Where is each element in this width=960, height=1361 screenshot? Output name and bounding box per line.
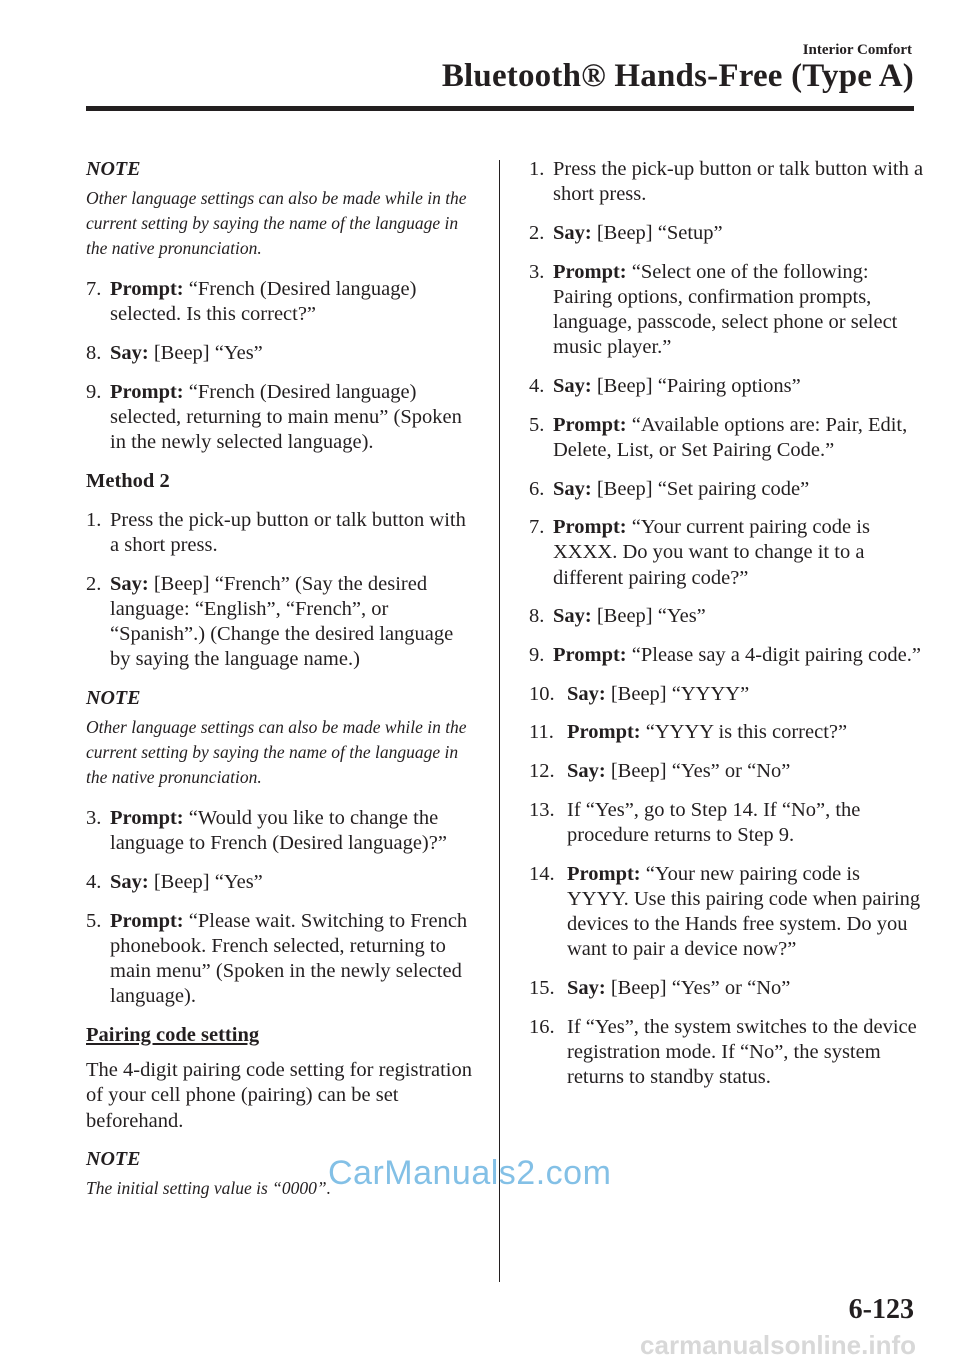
column-divider (499, 160, 500, 1282)
step-item (529, 798, 924, 848)
page-title: Bluetooth® Hands-Free (Type A) (441, 58, 914, 94)
step-keyword: Prompt: (110, 909, 184, 932)
step-text (567, 759, 924, 784)
step-item (529, 374, 924, 399)
step-number: 14. (529, 862, 555, 885)
watermark-logo: CarManuals2.com (328, 1154, 612, 1192)
step-keyword: Prompt: (553, 413, 627, 436)
step-item (529, 862, 924, 963)
step-item (529, 221, 924, 246)
step-body: “French (Desired language) selected. Is this correct?” (110, 278, 417, 326)
step-number: 1. (86, 508, 102, 531)
step-text (553, 643, 924, 668)
step-keyword: Say: (567, 760, 606, 783)
step-body: [Beep] “Yes” or “No” (605, 977, 791, 1000)
step-body: “Select one of the following: Pairing options, confirmation prompts, language, passcode, select phone or select music player.” (553, 260, 898, 359)
step-item (529, 260, 924, 361)
step-item (86, 277, 478, 327)
step-number: 1. (529, 158, 545, 180)
steps-list (86, 806, 478, 1009)
step-item (86, 806, 478, 856)
step-text (553, 260, 924, 361)
step-item (86, 909, 478, 1010)
step-keyword: Prompt: (553, 516, 627, 539)
step-keyword: Say: (110, 342, 149, 365)
step-item (86, 341, 478, 366)
step-keyword: Say: (553, 374, 592, 397)
step-body: [Beep] “Setup” (591, 221, 723, 244)
step-number: 3. (529, 260, 545, 283)
step-item (529, 759, 924, 784)
step-keyword: Say: (553, 221, 592, 244)
step-number: 13. (529, 798, 555, 821)
step-text (553, 413, 924, 463)
step-body: “Your new pairing code is YYYY. Use this pairing code when pairing devices to the Hands free system. Do you want to pair a device now?” (567, 862, 921, 961)
step-item (529, 1015, 924, 1091)
step-body: “Available options are: Pair, Edit, Delete, List, or Set Pairing Code.” (553, 413, 908, 461)
step-text (567, 682, 924, 707)
step-text (567, 862, 924, 963)
step-item (529, 604, 924, 629)
page-number: 6-123 (848, 1294, 914, 1325)
step-item (529, 976, 924, 1001)
steps-list (86, 508, 478, 673)
step-text (553, 221, 924, 246)
step-item (86, 870, 478, 895)
step-text (553, 515, 924, 591)
header-section: Interior Comfort (802, 42, 912, 58)
step-keyword: Prompt: (553, 644, 627, 667)
note-heading: NOTE (86, 686, 141, 709)
step-keyword: Prompt: (553, 260, 627, 283)
step-text (110, 508, 478, 558)
step-keyword: Say: (553, 477, 592, 500)
right-column (529, 157, 924, 1104)
step-body: [Beep] “Set pairing code” (591, 477, 810, 500)
step-body: [Beep] “YYYY” (605, 682, 750, 705)
step-keyword: Prompt: (567, 721, 641, 744)
step-item (86, 380, 478, 456)
step-body: [Beep] “Yes” (148, 342, 263, 365)
step-number: 2. (86, 572, 102, 595)
step-item (86, 508, 478, 558)
step-text (553, 374, 924, 399)
step-keyword: Prompt: (110, 380, 184, 403)
step-body: “Would you like to change the language to French (Desired language)?” (110, 807, 447, 855)
step-number: 2. (529, 221, 545, 244)
step-number: 9. (86, 380, 102, 403)
step-text (110, 380, 478, 456)
step-text (110, 870, 478, 895)
method-heading: Method 2 (86, 469, 170, 492)
step-item (529, 682, 924, 707)
step-body: Press the pick-up button or talk button with a short press. (553, 158, 924, 206)
step-text (110, 572, 478, 673)
step-text (110, 341, 478, 366)
step-item (86, 572, 478, 673)
step-number: 7. (86, 278, 102, 301)
header-rule (86, 106, 914, 111)
step-number: 5. (86, 909, 102, 932)
step-text (567, 1015, 924, 1091)
note-text: Other language settings can also be made while in the current setting by saying the name of the language in the native pronunciation. (86, 717, 467, 788)
step-body: “YYYY is this correct?” (640, 721, 848, 744)
step-body: Press the pick-up button or talk button with a short press. (110, 508, 466, 556)
step-keyword: Say: (110, 870, 149, 893)
note-heading: NOTE (86, 158, 141, 180)
step-text (110, 806, 478, 856)
step-number: 4. (86, 870, 102, 893)
step-keyword: Prompt: (110, 278, 184, 301)
step-body: If “Yes”, go to Step 14. If “No”, the procedure returns to Step 9. (567, 798, 861, 847)
step-number: 6. (529, 477, 545, 500)
step-keyword: Prompt: (567, 862, 641, 885)
step-keyword: Prompt: (110, 807, 184, 830)
step-item (529, 413, 924, 463)
step-number: 7. (529, 516, 545, 539)
step-number: 11. (529, 721, 554, 744)
step-keyword: Say: (553, 605, 592, 628)
step-text (553, 157, 924, 207)
step-text (567, 798, 924, 848)
step-item (529, 720, 924, 745)
step-number: 9. (529, 644, 545, 667)
steps-list (529, 157, 924, 1090)
step-number: 12. (529, 760, 555, 783)
step-text (567, 976, 924, 1001)
step-text (567, 720, 924, 745)
note-text: Other language settings can also be made while in the current setting by saying the name of the language in the native pronunciation. (86, 188, 467, 259)
step-body: [Beep] “Pairing options” (591, 374, 801, 397)
step-number: 8. (86, 342, 102, 365)
step-body: [Beep] “Yes” (148, 870, 263, 893)
step-number: 5. (529, 413, 545, 436)
step-item (529, 515, 924, 591)
step-number: 4. (529, 374, 545, 397)
step-number: 15. (529, 977, 555, 1000)
step-item (529, 643, 924, 668)
step-keyword: Say: (110, 572, 149, 595)
steps-list (86, 277, 478, 455)
step-text (553, 477, 924, 502)
step-text (110, 909, 478, 1010)
step-body: “Please say a 4-digit pairing code.” (626, 644, 921, 667)
note-text: The initial setting value is “0000”. (86, 1178, 332, 1199)
step-body: “French (Desired language) selected, returning to main menu” (Spoken in the newly selected language). (110, 380, 462, 454)
step-number: 16. (529, 1015, 555, 1038)
step-body: [Beep] “Yes” (591, 605, 706, 628)
step-body: “Please wait. Switching to French phonebook. French selected, returning to main menu” (Spoken in the newly selected language). (110, 909, 468, 1008)
step-item (529, 157, 924, 207)
step-text (110, 277, 478, 327)
step-keyword: Say: (567, 682, 606, 705)
step-body: “Your current pairing code is XXXX. Do you want to change it to a different pairing code?” (553, 516, 870, 589)
left-column (86, 157, 478, 1217)
step-number: 8. (529, 605, 545, 628)
footer-site-logo: carmanualsonline.info (640, 1330, 916, 1360)
step-body: [Beep] “French” (Say the desired language: “English”, “French”, or “Spanish”.) (Change the desired language by saying the language name.) (110, 572, 454, 671)
step-number: 3. (86, 807, 102, 830)
section-heading: Pairing code setting (86, 1023, 260, 1046)
step-body: If “Yes”, the system switches to the device registration mode. If “No”, the system returns to standby status. (567, 1015, 917, 1089)
note-heading: NOTE (86, 1148, 141, 1171)
step-number: 10. (529, 682, 555, 705)
step-keyword: Say: (567, 977, 606, 1000)
paragraph: The 4-digit pairing code setting for registration of your cell phone (pairing) can be set beforehand. (86, 1059, 472, 1132)
step-body: [Beep] “Yes” or “No” (605, 760, 791, 783)
step-item (529, 477, 924, 502)
step-text (553, 604, 924, 629)
